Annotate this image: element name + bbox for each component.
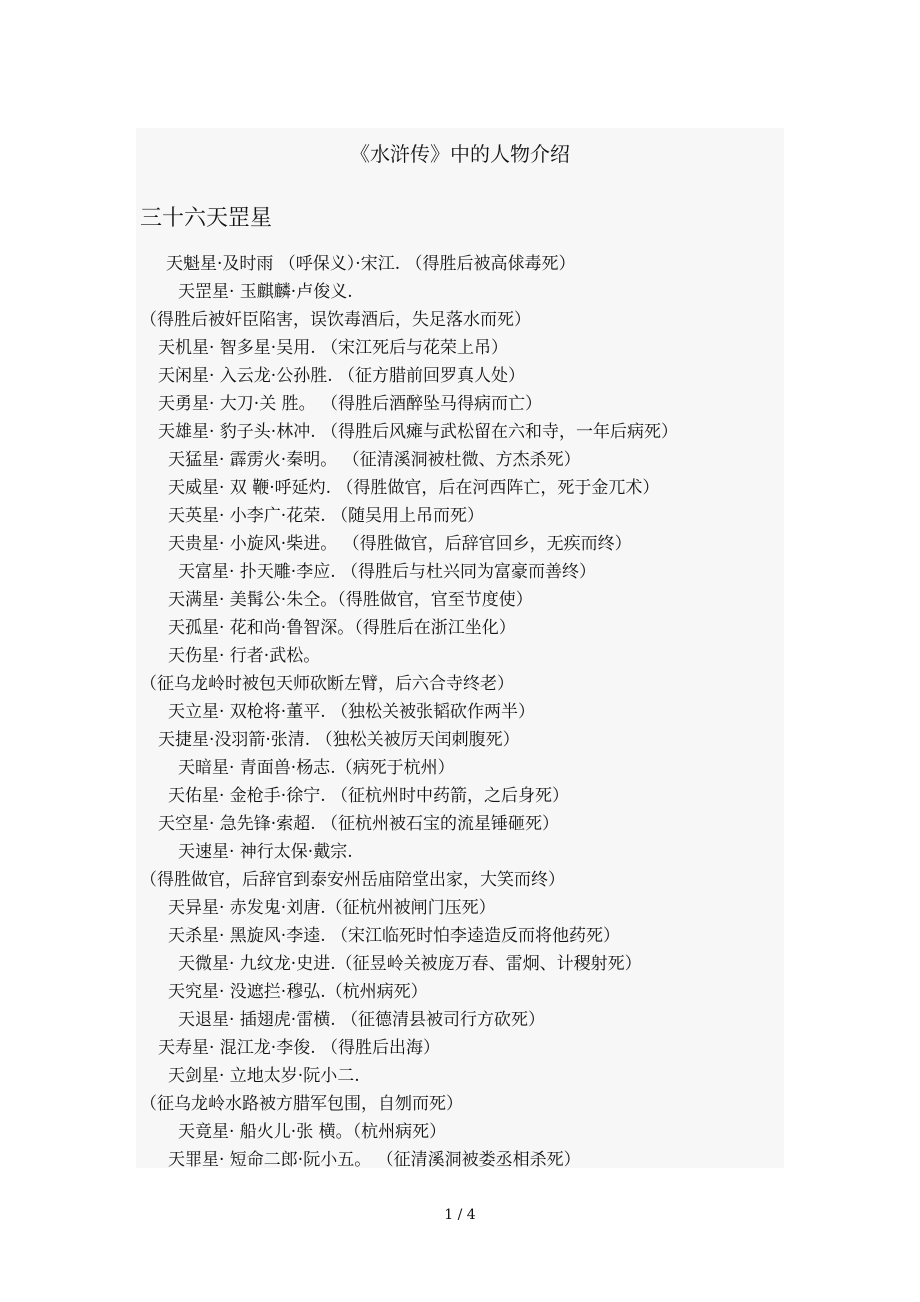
character-line: 天机星· 智多星·吴用. （宋江死后与花荣上吊）	[158, 338, 509, 358]
character-note-line: （得胜后被奸臣陷害，误饮毒酒后，失足落水而死）	[140, 310, 531, 330]
character-note-line: （征乌龙岭时被包天师砍断左臂，后六合寺终老）	[140, 674, 514, 694]
character-line: 天退星· 插翅虎·雷横. （征德清县被司行方砍死）	[178, 1010, 546, 1030]
character-line: 天勇星· 大刀·关 胜。 （得胜后酒醉坠马得病而亡）	[158, 394, 543, 414]
character-line: 天猛星· 霹雳火·秦明。 （征清溪洞被杜微、方杰杀死）	[168, 450, 581, 470]
character-line: 天微星· 九纹龙·史进.（征昱岭关被庞万春、雷炯、计稷射死）	[178, 954, 642, 974]
character-line: 天立星· 双枪将·董平. （独松关被张韬砍作两半）	[168, 702, 536, 722]
section-heading: 三十六天罡星	[140, 206, 273, 231]
character-line: 天寿星· 混江龙·李俊. （得胜后出海）	[158, 1038, 441, 1058]
character-line: 天速星· 神行太保·戴宗.	[178, 842, 353, 862]
character-line: 天剑星· 立地太岁·阮小二.	[168, 1066, 360, 1086]
character-line: 天捷星·没羽箭·张清. （独松关被厉天闰刺腹死）	[158, 730, 520, 750]
document-title: 《水浒传》中的人物介绍	[350, 142, 570, 166]
character-line: 天罪星· 短命二郎·阮小五。 （征清溪洞被娄丞相杀死）	[168, 1150, 581, 1170]
character-line: 天雄星· 豹子头·林冲. （得胜后风瘫与武松留在六和寺，一年后病死）	[158, 422, 679, 442]
character-line: 天孤星· 花和尚·鲁智深。（得胜后在浙江坐化）	[168, 618, 516, 638]
character-line: 天伤星· 行者·武松。	[168, 646, 321, 666]
character-line: 天魁星·及时雨 （呼保义）·宋江. （得胜后被高俅毒死）	[166, 254, 576, 274]
character-line: 天威星· 双 鞭·呼延灼. （得胜做官，后在河西阵亡，死于金兀术）	[168, 478, 660, 498]
character-line: 天竟星· 船火儿·张 横。（杭州病死）	[178, 1122, 447, 1142]
character-line: 天满星· 美髯公·朱仝。（得胜做官，官至节度使）	[168, 590, 533, 610]
character-note-line: （征乌龙岭水路被方腊军包围，自刎而死）	[140, 1094, 463, 1114]
character-note-line: （得胜做官，后辞官到泰安州岳庙陪堂出家，大笑而终）	[140, 870, 565, 890]
character-line: 天异星· 赤发鬼·刘唐.（征杭州被闸门压死）	[168, 898, 496, 918]
character-line: 天杀星· 黑旋风·李逵. （宋江临死时怕李逵造反而将他药死）	[168, 926, 621, 946]
character-line: 天佑星· 金枪手·徐宁. （征杭州时中药箭，之后身死）	[168, 786, 570, 806]
character-line: 天英星· 小李广·花荣. （随吴用上吊而死）	[168, 506, 485, 526]
character-line: 天暗星· 青面兽·杨志.（病死于杭州）	[178, 758, 455, 778]
character-line: 天究星· 没遮拦·穆弘.（杭州病死）	[168, 982, 428, 1002]
page-number: 1 / 4	[444, 1207, 476, 1223]
character-line: 天罡星· 玉麒麟·卢俊义.	[178, 282, 353, 302]
character-line: 天空星· 急先锋·索超. （征杭州被石宝的流星锤砸死）	[158, 814, 560, 834]
character-line: 天闲星· 入云龙·公孙胜. （征方腊前回罗真人处）	[158, 366, 526, 386]
character-line: 天贵星· 小旋风·柴进。 （得胜做官，后辞官回乡，无疾而终）	[168, 534, 632, 554]
character-line: 天富星· 扑天雕·李应. （得胜后与杜兴同为富豪而善终）	[178, 562, 597, 582]
